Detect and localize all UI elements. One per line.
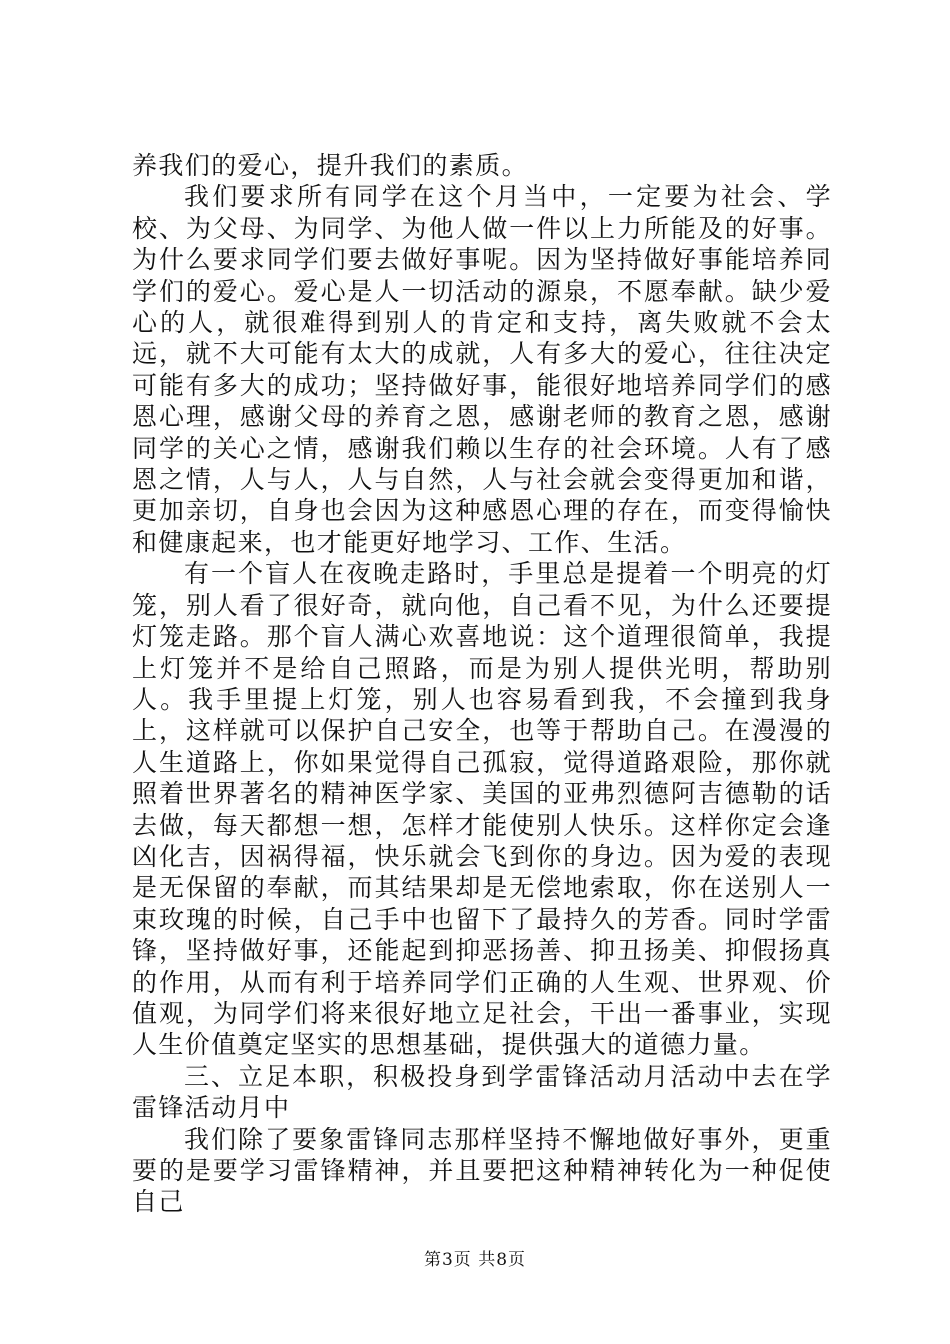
paragraph-1: 养我们的爱心，提升我们的素质。 [132,151,529,180]
paragraph-2: 我们要求所有同学在这个月当中，一定要为社会、学校、为父母、为同学、为他人做一件以上力所能及的好事。为什么要求同学们要去做好事呢。因为坚持做好事能培养同学们的爱心。爱心是人一切活动的源泉，不愿奉献。缺少爱心的人，就很难得到别人的肯定和支持，离失败就不会太远，就不大可能有太大的成就，人有多大的爱心，往往决定可能有多大的成功；坚持做好事，能很好地培养同学们的感恩心理，感谢父母的养育之恩，感谢老师的教育之恩，感谢同学的关心之情，感谢我们赖以生存的社会环境。人有了感恩之情，人与人，人与自然，人与社会就会变得更加和谐，更加亲切，自身也会因为这种感恩心理的存在，而变得愉快和健康起来，也才能更好地学习、工作、生活。 [132,182,832,557]
section-heading-3: 三、立足本职，积极投身到学雷锋活动月活动中去在学雷锋活动月中 [132,1061,832,1123]
paragraph-3: 有一个盲人在夜晚走路时，手里总是提着一个明亮的灯笼，别人看了很好奇，就向他，自己看不见，为什么还要提灯笼走路。那个盲人满心欢喜地说：这个道理很简单，我提上灯笼并不是给自己照路，而是为别人提供光明，帮助别人。我手里提上灯笼，别人也容易看到我，不会撞到我身上，这样就可以保护自己安全，也等于帮助自己。在漫漫的人生道路上，你如果觉得自己孤寂，觉得道路艰险，那你就照着世界著名的精神医学家、美国的亚弗烈德阿吉德勒的话去做，每天都想一想，怎样才能使别人快乐。这样你定会逢凶化吉，因祸得福，快乐就会飞到你的身边。因为爱的表现是无保留的奉献，而其结果却是无偿地索取，你在送别人一束玫瑰的时候，自己手中也留下了最持久的芳香。同时学雷锋，坚持做好事，还能起到抑恶扬善、抑丑扬美、抑假扬真的作用，从而有利于培养同学们正确的人生观、世界观、价值观，为同学们将来很好地立足社会，干出一番事业，实现人生价值奠定坚实的思想基础，提供强大的道德力量。 [132,559,832,1060]
page-number-footer: 第3页 共8页 [423,1250,527,1270]
paragraph-4: 我们除了要象雷锋同志那样坚持不懈地做好事外，更重要的是要学习雷锋精神，并且要把这种精神转化为一种促使自己 [132,1124,832,1217]
document-body [132,150,832,1218]
